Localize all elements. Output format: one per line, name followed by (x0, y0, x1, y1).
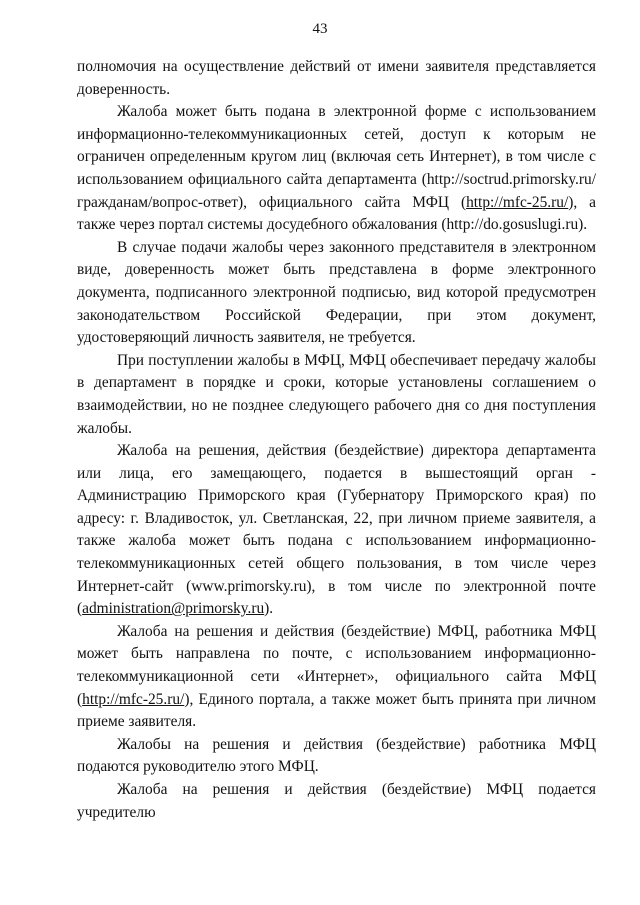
paragraph-text: Жалоба на решения и действия (бездействие) МФЦ, работника МФЦ может быть направлена по почте, с использованием информационно-телекоммуникационной сети «Интернет», официального сайта МФЦ ( (77, 622, 596, 708)
paragraph-text: Жалобы на решения и действия (бездействие) работника МФЦ подаются руководителю этого МФЦ. (77, 735, 596, 776)
document-body (77, 56, 596, 824)
paragraph (77, 101, 596, 237)
paragraph (77, 621, 596, 734)
paragraph-text: полномочия на осуществление действий от имени заявителя представляется доверенность. (77, 58, 596, 98)
paragraph-text: В случае подачи жалобы через законного представителя в электронном виде, доверенность может быть представлена в форме электронного документа, подписанного электронной подписью, вид которой предусмотрен законодательством Российской Федерации, при этом документ, удостоверяющий личность заявителя, не требуется. (77, 238, 596, 347)
paragraph (77, 440, 596, 621)
paragraph (77, 237, 596, 350)
paragraph-text: ), а также через портал системы досудебного обжалования (http://do.gosuslugi.ru). (77, 193, 597, 234)
paragraph-text: ), Единого портала, а также может быть принята при личном приеме заявителя. (77, 690, 596, 731)
paragraph (77, 734, 596, 779)
paragraph (77, 56, 596, 101)
paragraph-text: Жалоба на решения и действия (бездействие) МФЦ подается учредителю (77, 781, 596, 821)
hyperlink[interactable]: http://mfc-25.ru/ (82, 690, 185, 708)
paragraph-text: Жалоба может быть подана в электронной форме с использованием информационно-телекоммуникационных сетей, доступ к которым не ограничен определенным кругом лиц (включая сеть Интернет), в том числе с использованием официального сайта департамента (http://soctrud.primorsky.ru/гражданам/вопрос-ответ), официального сайта МФЦ ( (77, 103, 596, 211)
hyperlink[interactable]: administration@primorsky.ru (82, 600, 265, 618)
page-number: 43 (312, 21, 328, 37)
paragraph (77, 350, 596, 440)
hyperlink[interactable]: http://mfc-25.ru/ (466, 193, 569, 211)
paragraph (77, 779, 596, 824)
paragraph-text: При поступлении жалобы в МФЦ, МФЦ обеспечивает передачу жалобы в департамент в порядке и сроки, которые установлены соглашением о взаимодействии, но не позднее следующего рабочего дня со дня поступления жалобы. (77, 351, 596, 437)
paragraph-text: ). (264, 600, 274, 618)
paragraph-text: Жалоба на решения, действия (бездействие) директора департамента или лица, его замещающего, подается в вышестоящий орган - Администрацию Приморского края (Губернатору Приморского края) по адресу: г. Владивосток, ул. Светланская, 22, при личном приеме заявителя, а также жалоба может быть подана с использованием информационно-телекоммуникационных сетей общего пользования, в том числе через Интернет-сайт (www.primorsky.ru), в том числе по электронной почте ( (77, 442, 596, 618)
